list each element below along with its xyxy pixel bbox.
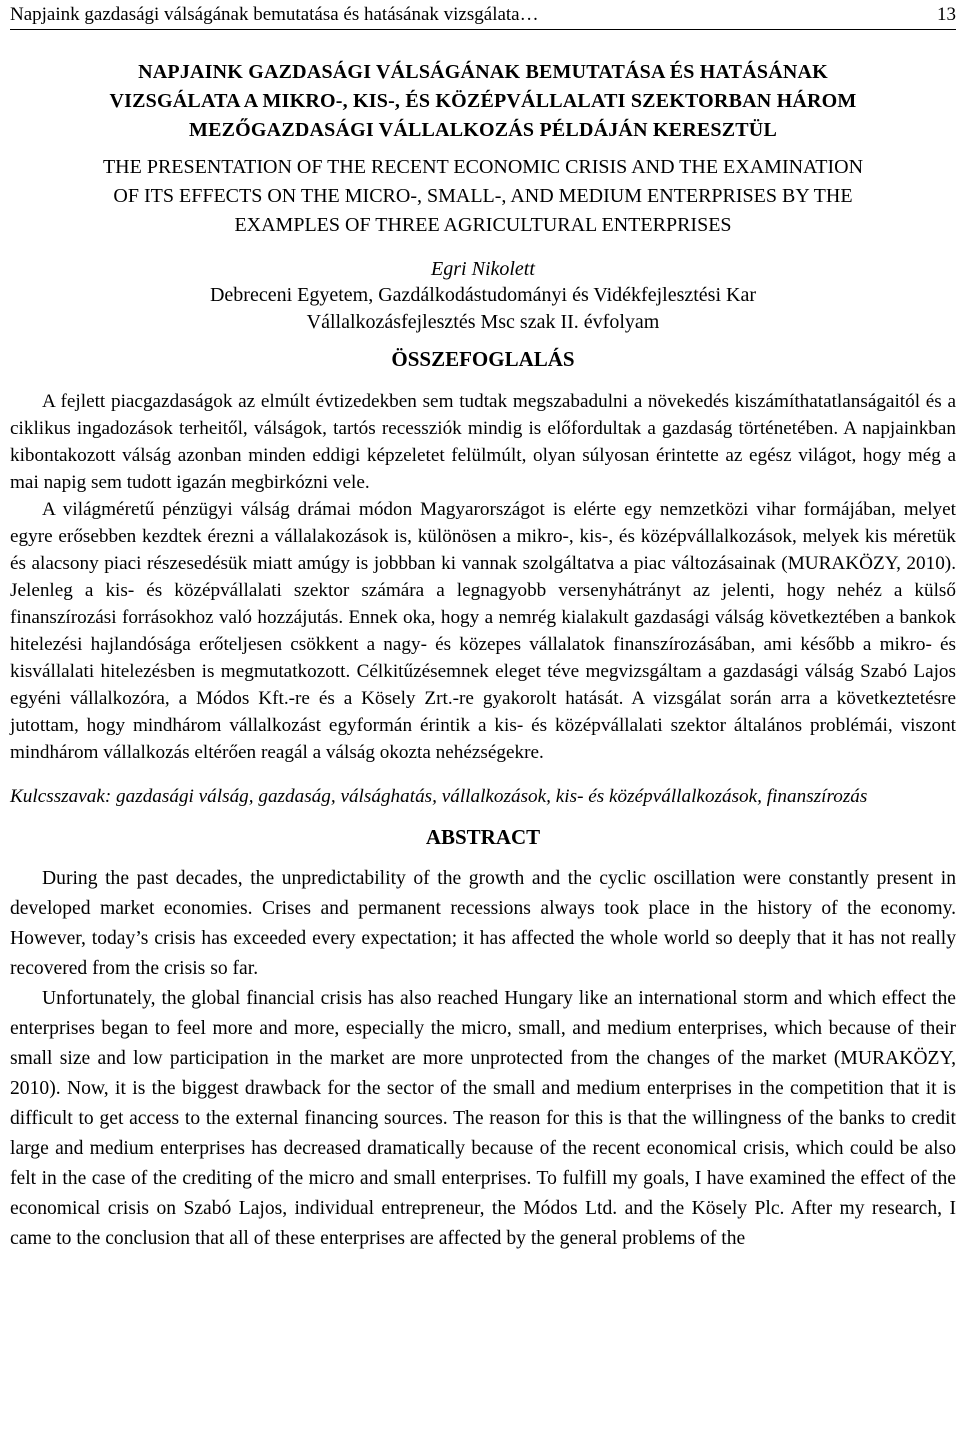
abstract-paragraph: During the past decades, the unpredictability of the growth and the cyclic oscillation were constantly present in developed market economies. Crises and permanent recessions always took place in the history of the economy. However, today’s crisis has exceeded every expectation; it has affected the whole world so deeply that it has not really recovered from the crisis so far. xyxy=(10,868,956,979)
title-hungarian xyxy=(10,58,956,145)
affiliation xyxy=(10,282,956,336)
title-hu-line: VIZSGÁLATA A MIKRO-, KIS-, ÉS KÖZÉPVÁLLALATI SZEKTORBAN HÁROM xyxy=(109,90,857,112)
title-en-line: EXAMPLES OF THREE AGRICULTURAL ENTERPRISES xyxy=(234,214,732,236)
running-header-title: Napjaink gazdasági válságának bemutatása és hatásának vizsgálata… xyxy=(10,4,539,25)
keywords: Kulcsszavak: gazdasági válság, gazdaság, válsághatás, vállalkozások, kis- és középvállalkozások, finanszírozás xyxy=(10,786,868,807)
summary-heading: ÖSSZEFOGLALÁS xyxy=(391,347,575,371)
abstract-paragraph: Unfortunately, the global financial crisis has also reached Hungary like an international storm and which effect the enterprises began to feel more and more, especially the micro, small, and medium enterprises, which because of their small size and low participation in the market are more unprotected from the changes of the market (MURAKÖZY, 2010). Now, it is the biggest drawback for the sector of the small and medium enterprises in the competition that it is difficult to get access to the external financing sources. The reason for this is that the willingness of the banks to credit large and medium enterprises has decreased dramatically because of the recent economical crisis, which could be also felt in the case of the crediting of the micro and small enterprises. To fulfill my goals, I have examined the effect of the economical crisis on Szabó Lajos, individual entrepreneur, the Módos Ltd. and the Kösely Plc. After my research, I came to the conclusion that all of these enterprises are affected by the general problems of the xyxy=(10,988,956,1249)
document-page xyxy=(10,0,956,1254)
affiliation-line: Vállalkozásfejlesztés Msc szak II. évfolyam xyxy=(306,311,660,333)
title-en-line: THE PRESENTATION OF THE RECENT ECONOMIC CRISIS AND THE EXAMINATION xyxy=(102,156,864,178)
page-number: 13 xyxy=(937,4,956,25)
summary-paragraph: A világméretű pénzügyi válság drámai módon Magyarországot is elérte egy nemzetközi vihar formájában, melyet egyre erősebben kezdtek érezni a vállalakozások is, különösen a mikro-, kis-, és középvállalkozások, melyek kis méretük és alacsony piaci részesedésük miatt amúgy is jobbban ki vannak szolgáltatva a piac változásainak (MURAKÖZY, 2010). Jelenleg a kis- és középvállalati szektor számára a legnagyobb versenyhátrányt az jelenti, hogy nehéz a külső finanszírozási forrásokhoz való hozzájutás. Ennek oka, hogy a nemrég kialakult gazdasági válság következtében a bankok hitelezési hajlandósága erőteljesen csökkent a nagy- és közepes vállalatok finanszírozásában, ami később a mikro- és kisvállalati hitelezésben is megmutatkozott. Célkitűzésemnek eleget téve megvizsgáltam a gazdasági válság Szabó Lajos egyéni vállalkozóra, a Módos Kft.-re és a Kösely Zrt.-re gyakorolt hatását. A vizsgálat során arra a következtetésre jutottam, hogy mindhárom vállalkozást egyformán érintik a kis- és középvállalati szektor általános problémái, viszont mindhárom vállalkozás eltérően reagál a válság okozta nehézségekre. xyxy=(10,499,956,763)
author-name: Egri Nikolett xyxy=(431,258,535,280)
title-hu-line: NAPJAINK GAZDASÁGI VÁLSÁGÁNAK BEMUTATÁSA ÉS HATÁSÁNAK xyxy=(138,61,828,83)
running-header xyxy=(10,0,956,30)
abstract-heading: ABSTRACT xyxy=(425,825,541,849)
title-hu-line: MEZŐGAZDASÁGI VÁLLALKOZÁS PÉLDÁJÁN KERESZTÜL xyxy=(189,119,777,141)
affiliation-line: Debreceni Egyetem, Gazdálkodástudományi és Vidékfejlesztési Kar xyxy=(209,284,756,306)
title-en-line: OF ITS EFFECTS ON THE MICRO-, SMALL-, AND MEDIUM ENTERPRISES BY THE xyxy=(113,185,853,207)
title-english xyxy=(10,153,956,240)
summary-paragraph: A fejlett piacgazdaságok az elmúlt évtizedekben sem tudtak megszabadulni a növekedés kiszámíthatatlanságaitól és a ciklikus ingadozások terheitől, válságok, tartós recessziók mindig is előfordultak a gazdaság történetében. A napjainkban kibontakozott válság azonban minden eddigi képzeletet felülmúlt, olyan súlyosan érintette az egész világot, hogy még a mai napig sem tudott igazán megbirkózni vele. xyxy=(10,391,956,493)
